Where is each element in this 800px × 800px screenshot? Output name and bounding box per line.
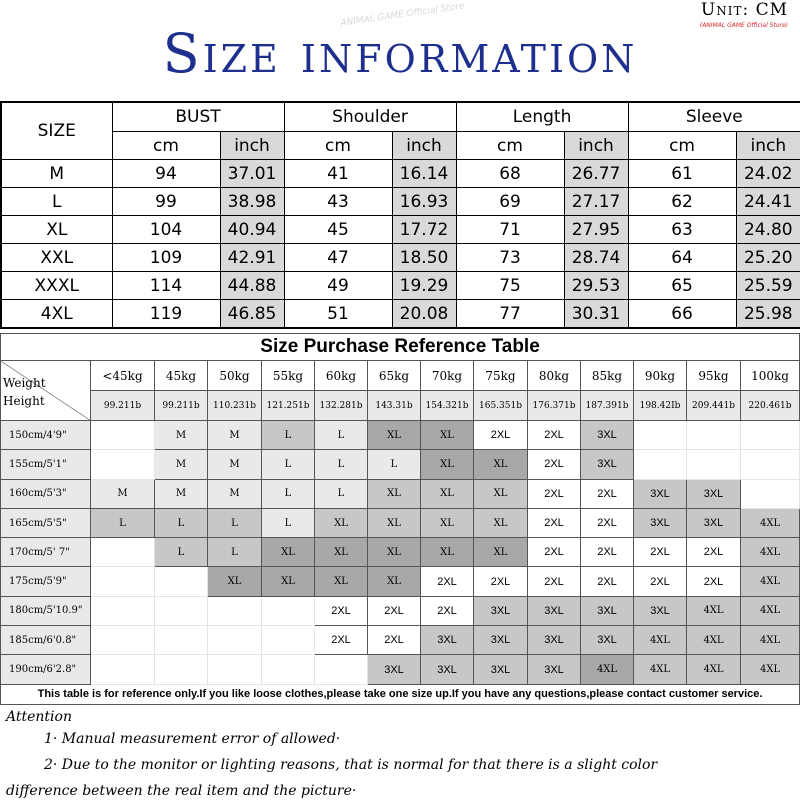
weight-lb-header: 143.31b <box>368 391 421 421</box>
empty-cell <box>315 655 368 684</box>
recommended-size-cell: 2XL <box>315 596 368 625</box>
recommended-size-cell: 4XL <box>741 596 800 625</box>
weight-lb-header: 99.211b <box>155 391 208 421</box>
measurement-cell: 37.01 <box>220 160 284 188</box>
measurement-cell: 16.14 <box>392 160 456 188</box>
weight-lb-header: 154.321b <box>421 391 474 421</box>
measurement-cell: 41 <box>284 160 392 188</box>
watermark: ANIMAL GAME Official Store <box>339 1 466 29</box>
unit-header: cm <box>628 132 736 160</box>
weight-label: Weight <box>3 376 46 390</box>
recommended-size-cell: 3XL <box>474 655 528 684</box>
empty-cell <box>262 655 315 684</box>
recommended-size-cell: XL <box>421 508 474 537</box>
recommended-size-cell: L <box>262 479 315 508</box>
empty-cell <box>155 567 208 596</box>
measurement-cell: 114 <box>112 272 220 300</box>
recommended-size-cell: 4XL <box>581 655 634 684</box>
recommended-size-cell: 2XL <box>581 479 634 508</box>
recommended-size-cell: 4XL <box>741 508 800 537</box>
weight-height-corner <box>1 361 91 421</box>
weight-lb-header: 220.461b <box>741 391 800 421</box>
recommended-size-cell: 2XL <box>368 626 421 655</box>
recommended-size-cell: XL <box>368 508 421 537</box>
size-row <box>1 272 800 300</box>
recommended-size-cell: L <box>368 450 421 479</box>
measurement-cell: 20.08 <box>392 300 456 329</box>
height-row <box>1 421 800 450</box>
recommended-size-cell: XL <box>421 479 474 508</box>
height-label: Height <box>3 394 45 408</box>
weight-kg-header: 95kg <box>687 361 741 391</box>
recommended-size-cell: 3XL <box>368 655 421 684</box>
group-header-bust: BUST <box>112 102 284 132</box>
unit-header: cm <box>284 132 392 160</box>
measurement-cell: 66 <box>628 300 736 329</box>
measurement-cell: 18.50 <box>392 244 456 272</box>
empty-cell <box>208 596 262 625</box>
recommended-size-cell: 4XL <box>741 567 800 596</box>
measurement-cell: 65 <box>628 272 736 300</box>
recommended-size-cell: 2XL <box>528 508 581 537</box>
height-label-cell: 175cm/5'9" <box>1 567 91 596</box>
measurement-cell: 29.53 <box>564 272 628 300</box>
recommended-size-cell: M <box>155 450 208 479</box>
measurement-cell: 62 <box>628 188 736 216</box>
measurement-cell: 17.72 <box>392 216 456 244</box>
recommended-size-cell: XL <box>474 479 528 508</box>
empty-cell <box>155 655 208 684</box>
empty-cell <box>91 567 155 596</box>
measurement-cell: 24.80 <box>736 216 800 244</box>
recommended-size-cell: XL <box>315 567 368 596</box>
empty-cell <box>634 421 687 450</box>
recommended-size-cell: 2XL <box>474 567 528 596</box>
empty-cell <box>208 655 262 684</box>
recommended-size-cell: XL <box>474 450 528 479</box>
measurement-cell: 30.31 <box>564 300 628 329</box>
weight-lb-header: 209.441b <box>687 391 741 421</box>
measurement-cell: 43 <box>284 188 392 216</box>
weight-lb-header: 198.42Ib <box>634 391 687 421</box>
measurement-cell: 38.98 <box>220 188 284 216</box>
recommended-size-cell: 3XL <box>421 626 474 655</box>
measurement-cell: 26.77 <box>564 160 628 188</box>
recommended-size-cell: XL <box>474 538 528 567</box>
recommended-size-cell: M <box>208 450 262 479</box>
weight-kg-header: 85kg <box>581 361 634 391</box>
recommended-size-cell: 2XL <box>368 596 421 625</box>
measurement-cell: 25.98 <box>736 300 800 329</box>
recommended-size-cell: L <box>155 508 208 537</box>
recommended-size-cell: XL <box>368 538 421 567</box>
height-label-cell: 180cm/5'10.9" <box>1 596 91 625</box>
recommended-size-cell: XL <box>421 450 474 479</box>
measurement-cell: 45 <box>284 216 392 244</box>
measurement-cell: 75 <box>456 272 564 300</box>
recommended-size-cell: XL <box>368 479 421 508</box>
measurement-cell: 44.88 <box>220 272 284 300</box>
attention-item-2: 2· Due to the monitor or lighting reasons, that is normal for that there is a slight color <box>44 757 658 773</box>
recommended-size-cell: L <box>262 508 315 537</box>
recommended-size-cell: XL <box>315 508 368 537</box>
measurement-cell: 27.95 <box>564 216 628 244</box>
recommended-size-cell: 4XL <box>741 655 800 684</box>
measurement-cell: 104 <box>112 216 220 244</box>
measurement-cell: 25.59 <box>736 272 800 300</box>
height-row <box>1 450 800 479</box>
weight-kg-header: <45kg <box>91 361 155 391</box>
group-header-sleeve: Sleeve <box>628 102 800 132</box>
size-header: SIZE <box>1 102 112 160</box>
height-row <box>1 626 800 655</box>
measurement-cell: 46.85 <box>220 300 284 329</box>
recommended-size-cell: XL <box>315 538 368 567</box>
measurement-cell: 64 <box>628 244 736 272</box>
recommended-size-cell: L <box>208 508 262 537</box>
weight-lb-header: 132.281b <box>315 391 368 421</box>
recommended-size-cell: 3XL <box>474 626 528 655</box>
empty-cell <box>91 421 155 450</box>
measurement-cell: 40.94 <box>220 216 284 244</box>
note-row <box>1 684 800 704</box>
measurement-cell: 109 <box>112 244 220 272</box>
weight-kg-header: 90kg <box>634 361 687 391</box>
empty-cell <box>155 596 208 625</box>
size-name-cell: XXXL <box>1 272 112 300</box>
attention-item-2-continued: difference between the real item and the picture· <box>6 783 357 799</box>
recommended-size-cell: 4XL <box>634 626 687 655</box>
unit-label: Unit: CM <box>700 0 788 20</box>
recommended-size-cell: 2XL <box>634 538 687 567</box>
measurement-cell: 73 <box>456 244 564 272</box>
measurement-cell: 119 <box>112 300 220 329</box>
size-row <box>1 216 800 244</box>
recommended-size-cell: 2XL <box>421 567 474 596</box>
recommended-size-cell: 4XL <box>687 626 741 655</box>
recommended-size-cell: L <box>91 508 155 537</box>
measurement-cell: 68 <box>456 160 564 188</box>
recommended-size-cell: 2XL <box>528 538 581 567</box>
recommended-size-cell: 2XL <box>687 538 741 567</box>
height-label-cell: 170cm/5' 7" <box>1 538 91 567</box>
weight-kg-header: 100kg <box>741 361 800 391</box>
unit-header: cm <box>456 132 564 160</box>
recommended-size-cell: XL <box>368 567 421 596</box>
height-row <box>1 567 800 596</box>
empty-cell <box>91 655 155 684</box>
height-label-cell: 150cm/4'9" <box>1 421 91 450</box>
reference-table-title: Size Purchase Reference Table <box>1 334 800 361</box>
recommended-size-cell: 3XL <box>581 596 634 625</box>
measurement-cell: 61 <box>628 160 736 188</box>
weight-kg-header: 60kg <box>315 361 368 391</box>
empty-cell <box>91 450 155 479</box>
unit-header: inch <box>220 132 284 160</box>
recommended-size-cell: 3XL <box>528 626 581 655</box>
recommended-size-cell: L <box>155 538 208 567</box>
measurement-cell: 27.17 <box>564 188 628 216</box>
empty-cell <box>634 450 687 479</box>
recommended-size-cell: 3XL <box>421 655 474 684</box>
size-table <box>0 101 800 329</box>
recommended-size-cell: 2XL <box>474 421 528 450</box>
recommended-size-cell: L <box>262 450 315 479</box>
measurement-cell: 24.02 <box>736 160 800 188</box>
recommended-size-cell: XL <box>262 567 315 596</box>
recommended-size-cell: 4XL <box>687 655 741 684</box>
height-row <box>1 479 800 508</box>
height-label-cell: 185cm/6'0.8" <box>1 626 91 655</box>
height-label-cell: 190cm/6'2.8" <box>1 655 91 684</box>
height-row <box>1 596 800 625</box>
size-row <box>1 160 800 188</box>
measurement-cell: 51 <box>284 300 392 329</box>
recommended-size-cell: M <box>208 479 262 508</box>
recommended-size-cell: 2XL <box>528 479 581 508</box>
recommended-size-cell: 3XL <box>581 421 634 450</box>
group-header-shoulder: Shoulder <box>284 102 456 132</box>
weight-kg-header: 55kg <box>262 361 315 391</box>
recommended-size-cell: 3XL <box>581 626 634 655</box>
unit-header: cm <box>112 132 220 160</box>
recommended-size-cell: 2XL <box>634 567 687 596</box>
empty-cell <box>741 421 800 450</box>
size-name-cell: M <box>1 160 112 188</box>
empty-cell <box>91 538 155 567</box>
measurement-cell: 19.29 <box>392 272 456 300</box>
weight-kg-header: 50kg <box>208 361 262 391</box>
size-name-cell: XXL <box>1 244 112 272</box>
weight-lb-header: 99.211b <box>91 391 155 421</box>
recommended-size-cell: M <box>155 421 208 450</box>
recommended-size-cell: XL <box>368 421 421 450</box>
weight-lb-header: 110.231b <box>208 391 262 421</box>
recommended-size-cell: 2XL <box>581 538 634 567</box>
recommended-size-cell: L <box>208 538 262 567</box>
empty-cell <box>91 596 155 625</box>
recommended-size-cell: 3XL <box>687 479 741 508</box>
recommended-size-cell: 2XL <box>581 508 634 537</box>
recommended-size-cell: 3XL <box>528 655 581 684</box>
page-title: Size information <box>162 22 638 85</box>
recommended-size-cell: 2XL <box>687 567 741 596</box>
empty-cell <box>155 626 208 655</box>
recommended-size-cell: XL <box>474 508 528 537</box>
empty-cell <box>741 479 800 508</box>
weight-kg-header: 75kg <box>474 361 528 391</box>
empty-cell <box>208 626 262 655</box>
size-row <box>1 244 800 272</box>
recommended-size-cell: M <box>155 479 208 508</box>
reference-note: This table is for reference only.If you like loose clothes,please take one size up.If you have any questions,please contact customer service. <box>1 684 800 704</box>
recommended-size-cell: 3XL <box>474 596 528 625</box>
weight-kg-header: 65kg <box>368 361 421 391</box>
recommended-size-cell: L <box>315 479 368 508</box>
height-label-cell: 160cm/5'3" <box>1 479 91 508</box>
recommended-size-cell: 3XL <box>634 479 687 508</box>
weight-lb-header: 176.371b <box>528 391 581 421</box>
height-row <box>1 538 800 567</box>
recommended-size-cell: L <box>262 421 315 450</box>
recommended-size-cell: 4XL <box>741 538 800 567</box>
unit-header: inch <box>392 132 456 160</box>
recommended-size-cell: L <box>315 450 368 479</box>
recommended-size-cell: XL <box>421 538 474 567</box>
empty-cell <box>687 421 741 450</box>
measurement-cell: 94 <box>112 160 220 188</box>
recommended-size-cell: XL <box>208 567 262 596</box>
unit-store-label: (ANIMAL GAME Official Store) <box>699 22 788 29</box>
size-name-cell: L <box>1 188 112 216</box>
height-row <box>1 508 800 537</box>
recommended-size-cell: 4XL <box>741 626 800 655</box>
size-name-cell: XL <box>1 216 112 244</box>
height-row <box>1 655 800 684</box>
recommended-size-cell: 2XL <box>581 567 634 596</box>
measurement-cell: 42.91 <box>220 244 284 272</box>
recommended-size-cell: 3XL <box>634 596 687 625</box>
empty-cell <box>687 450 741 479</box>
size-name-cell: 4XL <box>1 300 112 329</box>
size-row <box>1 300 800 329</box>
measurement-cell: 25.20 <box>736 244 800 272</box>
empty-cell <box>741 450 800 479</box>
recommended-size-cell: 4XL <box>687 596 741 625</box>
unit-header: inch <box>736 132 800 160</box>
recommended-size-cell: M <box>91 479 155 508</box>
weight-lb-header: 187.391b <box>581 391 634 421</box>
measurement-cell: 63 <box>628 216 736 244</box>
recommended-size-cell: 2XL <box>528 421 581 450</box>
measurement-cell: 47 <box>284 244 392 272</box>
measurement-cell: 24.41 <box>736 188 800 216</box>
measurement-cell: 49 <box>284 272 392 300</box>
recommended-size-cell: M <box>208 421 262 450</box>
recommended-size-cell: XL <box>262 538 315 567</box>
measurement-cell: 69 <box>456 188 564 216</box>
recommended-size-cell: 3XL <box>581 450 634 479</box>
empty-cell <box>91 626 155 655</box>
recommended-size-cell: 3XL <box>528 596 581 625</box>
weight-lb-header: 165.351b <box>474 391 528 421</box>
height-label-cell: 155cm/5'1" <box>1 450 91 479</box>
recommended-size-cell: 4XL <box>634 655 687 684</box>
recommended-size-cell: 2XL <box>315 626 368 655</box>
size-row <box>1 188 800 216</box>
recommended-size-cell: 2XL <box>528 450 581 479</box>
measurement-cell: 99 <box>112 188 220 216</box>
recommended-size-cell: L <box>315 421 368 450</box>
measurement-cell: 71 <box>456 216 564 244</box>
weight-lb-header: 121.251b <box>262 391 315 421</box>
attention-heading: Attention <box>6 709 72 725</box>
measurement-cell: 28.74 <box>564 244 628 272</box>
unit-header: inch <box>564 132 628 160</box>
attention-item-1: 1· Manual measurement error of allowed· <box>44 731 341 747</box>
empty-cell <box>262 596 315 625</box>
empty-cell <box>262 626 315 655</box>
measurement-cell: 16.93 <box>392 188 456 216</box>
measurement-cell: 77 <box>456 300 564 329</box>
recommended-size-cell: XL <box>421 421 474 450</box>
group-header-length: Length <box>456 102 628 132</box>
size-reference-table <box>0 333 800 705</box>
weight-kg-header: 45kg <box>155 361 208 391</box>
weight-kg-header: 70kg <box>421 361 474 391</box>
height-label-cell: 165cm/5'5" <box>1 508 91 537</box>
recommended-size-cell: 2XL <box>528 567 581 596</box>
recommended-size-cell: 2XL <box>421 596 474 625</box>
weight-kg-header: 80kg <box>528 361 581 391</box>
recommended-size-cell: 3XL <box>634 508 687 537</box>
recommended-size-cell: 3XL <box>687 508 741 537</box>
